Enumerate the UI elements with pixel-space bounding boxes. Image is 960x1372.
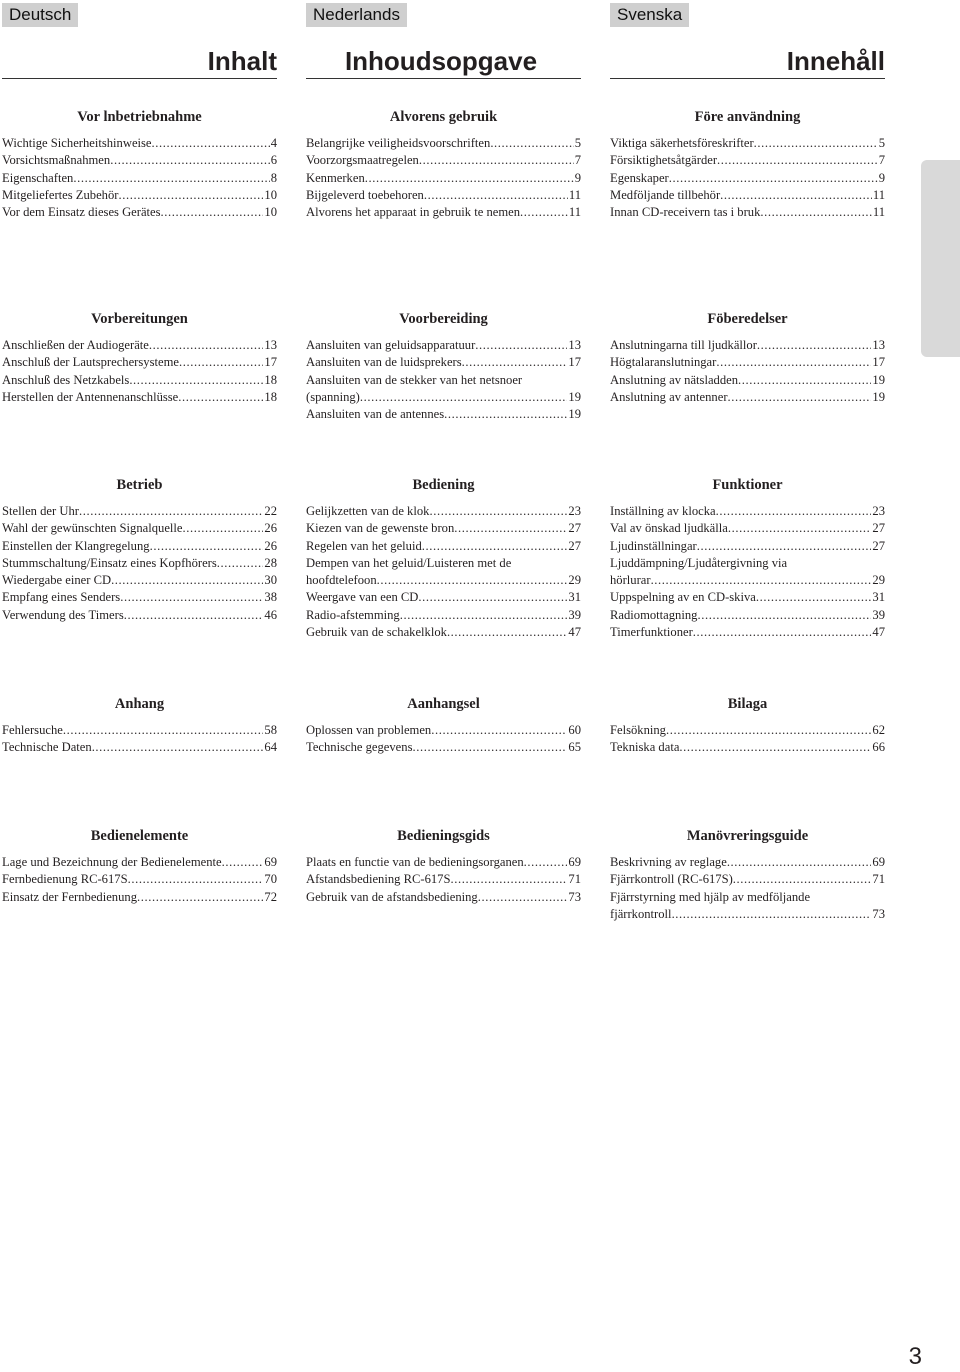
- dot-leader: [183, 520, 264, 537]
- toc-entry-page: 13: [568, 338, 581, 352]
- toc-entry-title: Försiktighetsåtgärder: [610, 153, 718, 168]
- toc-entry-page: 17: [872, 355, 885, 370]
- toc-entry[interactable]: [306, 722, 581, 739]
- toc-entry-page: 11: [872, 187, 885, 202]
- dot-leader: [679, 739, 871, 756]
- toc-entry-title: Gebruik van de afstandsbediening: [306, 889, 478, 904]
- toc-entry[interactable]: [2, 170, 277, 187]
- toc-entry-page: 39: [568, 607, 581, 622]
- toc-entry-page: 5: [878, 136, 885, 150]
- language-tab: Nederlands: [306, 3, 407, 27]
- toc-entry-title: Belangrijke veiligheidsvoorschriften: [306, 136, 491, 150]
- toc-entry-page: 27: [568, 538, 581, 553]
- section-heading: Föberedelser: [707, 311, 788, 327]
- toc-section: [306, 695, 581, 757]
- toc-entry-page: 18: [264, 389, 277, 404]
- toc-entry[interactable]: [306, 503, 581, 520]
- dot-leader: [92, 739, 264, 756]
- toc-entry-page: 10: [264, 205, 277, 220]
- dot-leader: [520, 204, 568, 221]
- dot-leader: [152, 135, 270, 152]
- dot-leader: [669, 170, 878, 187]
- toc-entry[interactable]: [306, 520, 581, 537]
- dot-leader: [672, 906, 872, 923]
- dot-leader: [756, 589, 872, 606]
- toc-section: [610, 476, 885, 641]
- toc-entry-title: Eigenschaften: [2, 170, 74, 185]
- toc-entry-title: Aansluiten van de antennes: [306, 407, 445, 422]
- toc-entry[interactable]: [306, 538, 581, 555]
- dot-leader: [424, 187, 568, 204]
- toc-entry-title: Herstellen der Antennenanschlüsse: [2, 389, 179, 404]
- toc-entry[interactable]: [306, 389, 581, 406]
- toc-entry-page: 27: [872, 538, 885, 553]
- title-rule: [2, 78, 277, 79]
- toc-entry-title: Aansluiten van geluidsapparatuur: [306, 338, 476, 352]
- dot-leader: [422, 538, 568, 555]
- toc-entry[interactable]: [306, 739, 581, 756]
- toc-entry-page: 29: [872, 573, 885, 588]
- dot-leader: [120, 589, 263, 606]
- toc-entry[interactable]: [2, 538, 277, 555]
- toc-section: [610, 827, 885, 923]
- toc-entry[interactable]: [2, 607, 277, 624]
- toc-entry[interactable]: [306, 337, 581, 354]
- toc-entry-title: Fjärrkontroll (RC-617S): [610, 872, 733, 887]
- toc-entry[interactable]: [610, 589, 885, 606]
- dot-leader: [377, 572, 568, 589]
- dot-leader: [728, 520, 872, 537]
- toc-entry-first-line: Aansluiten van de stekker van het netsnoer: [306, 372, 523, 387]
- dot-leader: [128, 871, 264, 888]
- toc-entry[interactable]: [306, 152, 581, 169]
- toc-entry-page: 7: [574, 153, 581, 168]
- toc-entry-title: Medföljande tillbehör: [610, 187, 721, 202]
- toc-entry-title: Afstandsbediening RC-617S: [306, 872, 451, 887]
- dot-leader: [727, 854, 872, 871]
- toc-entry[interactable]: [2, 889, 277, 906]
- toc-section: [610, 310, 885, 406]
- toc-entry-page: 73: [872, 906, 885, 921]
- toc-entry-page: 26: [264, 521, 277, 536]
- toc-entry-title: Radio-afstemming: [306, 607, 400, 622]
- toc-section: [2, 310, 277, 406]
- side-thumb-tab: [921, 160, 960, 357]
- language-tab: Deutsch: [2, 3, 78, 27]
- toc-entry[interactable]: [306, 170, 581, 187]
- toc-entry-title: fjärrkontroll: [610, 906, 672, 921]
- toc-entry-page: 70: [264, 872, 277, 887]
- page-number: 3: [908, 1343, 922, 1370]
- toc-entry-title: Wichtige Sicherheitshinweise: [2, 136, 152, 150]
- toc-entry[interactable]: [2, 739, 277, 756]
- toc-entry-page: 23: [568, 504, 581, 518]
- toc-entry-page: 58: [264, 723, 277, 737]
- toc-entry[interactable]: [2, 187, 277, 204]
- toc-entry-page: 27: [568, 521, 581, 536]
- section-heading: Bedienelemente: [90, 828, 189, 844]
- toc-entry[interactable]: [610, 204, 885, 221]
- section-heading: Betrieb: [116, 477, 163, 493]
- toc-entry-title: Mitgeliefertes Zubehör: [2, 187, 119, 202]
- toc-entry[interactable]: [610, 572, 885, 589]
- toc-section: [306, 108, 581, 221]
- toc-section: [306, 827, 581, 906]
- dot-leader: [79, 503, 263, 520]
- toc-entry-page: 29: [568, 573, 581, 588]
- toc-entry-title: Gelijkzetten van de klok: [306, 504, 430, 518]
- dot-leader: [365, 170, 574, 187]
- toc-entry-page: 26: [264, 538, 277, 553]
- dot-leader: [129, 372, 263, 389]
- toc-entry-page: 46: [264, 607, 277, 622]
- toc-entry-first-line: Fjärrstyrning med hjälp av medföljande: [610, 889, 811, 904]
- toc-entry-page: 62: [872, 723, 885, 737]
- dot-leader: [697, 538, 872, 555]
- dot-leader: [490, 135, 573, 152]
- dot-leader: [728, 389, 872, 406]
- toc-entry-first-line: Ljuddämpning/Ljudåtergivning via: [610, 555, 788, 570]
- dot-leader: [161, 204, 264, 221]
- toc-entry[interactable]: [610, 337, 885, 354]
- section-heading: Bedieningsgids: [397, 828, 490, 844]
- toc-entry-title: hörlurar: [610, 573, 651, 588]
- toc-entry-title: Anslutning av antenner: [610, 389, 728, 404]
- section-heading: Voorbereiding: [399, 311, 488, 327]
- toc-entry-title: Weergave van een CD: [306, 590, 419, 605]
- toc-entry-page: 13: [872, 338, 885, 352]
- toc-entry-page: 4: [270, 136, 277, 150]
- section-heading: Anhang: [114, 696, 165, 712]
- toc-entry-title: Plaats en functie van de bedieningsorganen: [306, 855, 524, 869]
- toc-entry-page: 69: [568, 855, 581, 869]
- toc-entry-title: Radiomottagning: [610, 607, 698, 622]
- dot-leader: [118, 187, 263, 204]
- dot-leader: [444, 406, 567, 423]
- dot-leader: [462, 354, 568, 371]
- toc-entry[interactable]: [2, 152, 277, 169]
- toc-entry-page: 11: [568, 187, 581, 202]
- dot-leader: [412, 739, 567, 756]
- dot-leader: [717, 152, 878, 169]
- toc-entry-title: Technische gegevens: [306, 740, 413, 755]
- toc-entry[interactable]: [610, 152, 885, 169]
- dot-leader: [217, 555, 264, 572]
- language-tab: Svenska: [610, 3, 689, 27]
- dot-leader: [431, 722, 567, 739]
- toc-entry-title: Stummschaltung/Einsatz eines Kopfhörers: [2, 555, 217, 570]
- toc-entry-title: Beskrivning av reglage: [610, 855, 727, 869]
- toc-entry[interactable]: [306, 572, 581, 589]
- dot-leader: [418, 589, 567, 606]
- toc-entry-title: Empfang eines Senders: [2, 590, 121, 605]
- toc-entry[interactable]: [2, 503, 277, 520]
- toc-entry-page: 6: [270, 153, 277, 168]
- dot-leader: [754, 135, 878, 152]
- toc-entry[interactable]: [2, 871, 277, 888]
- toc-entry[interactable]: [306, 406, 581, 423]
- toc-entry-title: (spanning): [306, 389, 360, 404]
- toc-entry-title: Fernbedienung RC-617S: [2, 872, 128, 887]
- dot-leader: [720, 187, 872, 204]
- toc-entry[interactable]: [2, 337, 277, 354]
- toc-entry[interactable]: [610, 722, 885, 739]
- toc-entry[interactable]: [2, 589, 277, 606]
- toc-entry-page: 60: [568, 723, 581, 737]
- toc-entry-title: Anschließen der Audiogeräte: [2, 338, 149, 352]
- toc-entry-page: 71: [872, 872, 885, 887]
- toc-entry-title: Wiedergabe einer CD: [2, 573, 112, 588]
- toc-entry-page: 18: [264, 372, 277, 387]
- toc-entry-title: Anschluß der Lautsprechersysteme: [2, 355, 179, 370]
- toc-entry[interactable]: [306, 607, 581, 624]
- toc-entry[interactable]: [2, 854, 277, 871]
- toc-entry-page: 47: [568, 625, 581, 640]
- toc-entry-page: 19: [568, 389, 581, 404]
- toc-entry[interactable]: [306, 854, 581, 871]
- toc-entry-title: Högtalaranslutningar: [610, 355, 717, 370]
- toc-entry-title: Einsatz der Fernbedienung: [2, 889, 137, 904]
- dot-leader: [757, 337, 871, 354]
- toc-entry[interactable]: [2, 722, 277, 739]
- toc-entry-page: 71: [568, 872, 581, 887]
- toc-entry-page: 66: [872, 740, 885, 755]
- toc-entry[interactable]: [2, 372, 277, 389]
- toc-section: [306, 310, 581, 423]
- toc-section: [610, 695, 885, 757]
- toc-entry-title: Oplossen van problemen: [306, 723, 432, 737]
- toc-entry[interactable]: [610, 624, 885, 641]
- toc-entry[interactable]: [306, 624, 581, 641]
- toc-entry-title: Felsökning: [610, 723, 666, 737]
- toc-entry[interactable]: [2, 204, 277, 221]
- toc-section: [2, 108, 277, 221]
- toc-entry-page: 28: [264, 555, 277, 570]
- toc-entry-title: Einstellen der Klangregelung: [2, 538, 150, 553]
- toc-entry[interactable]: [610, 372, 885, 389]
- toc-entry-page: 31: [568, 590, 581, 605]
- toc-entry-title: Egenskaper: [610, 170, 669, 185]
- toc-entry-page: 17: [568, 355, 581, 370]
- dot-leader: [63, 722, 264, 739]
- toc-entry-title: Voorzorgsmaatregelen: [306, 153, 419, 168]
- title-rule: [610, 78, 885, 79]
- toc-entry-title: Timerfunktioner: [610, 625, 693, 640]
- toc-entry[interactable]: [306, 135, 581, 152]
- section-heading: Alvorens gebruik: [389, 109, 498, 125]
- toc-entry[interactable]: [306, 889, 581, 906]
- toc-entry-page: 73: [568, 889, 581, 904]
- toc-entry-page: 17: [264, 355, 277, 370]
- section-heading: Vorbereitungen: [91, 311, 188, 327]
- toc-entry-page: 38: [264, 590, 277, 605]
- dot-leader: [150, 538, 264, 555]
- dot-leader: [137, 889, 263, 906]
- dot-leader: [110, 152, 270, 169]
- dot-leader: [651, 572, 872, 589]
- dot-leader: [716, 354, 871, 371]
- toc-entry-title: Viktiga säkerhetsföreskrifter: [610, 136, 754, 150]
- toc-entry[interactable]: [610, 906, 885, 923]
- toc-entry-page: 27: [872, 521, 885, 536]
- dot-leader: [738, 372, 871, 389]
- toc-entry-page: 13: [264, 338, 277, 352]
- dot-leader: [179, 354, 263, 371]
- toc-entry[interactable]: [306, 871, 581, 888]
- toc-entry[interactable]: [2, 555, 277, 572]
- toc-entry[interactable]: [306, 354, 581, 371]
- toc-entry-title: Alvorens het apparaat in gebruik te nemen: [306, 205, 521, 220]
- toc-entry-page: 69: [264, 855, 277, 869]
- toc-entry[interactable]: [610, 538, 885, 555]
- toc-entry-page: 30: [264, 573, 277, 588]
- toc-section: [2, 827, 277, 906]
- toc-entry-title: Anschluß des Netzkabels: [2, 372, 130, 387]
- toc-entry-title: Stellen der Uhr: [2, 504, 79, 518]
- toc-entry-page: 5: [574, 136, 581, 150]
- toc-entry-title: Innan CD-receivern tas i bruk: [610, 205, 761, 220]
- dot-leader: [666, 722, 871, 739]
- toc-entry-title: Wahl der gewünschten Signalquelle: [2, 521, 183, 536]
- toc-section: [306, 476, 581, 641]
- toc-entry[interactable]: [610, 170, 885, 187]
- toc-entry-title: Inställning av klocka: [610, 504, 716, 518]
- toc-entry-title: Anslutningarna till ljudkällor: [610, 338, 757, 352]
- toc-entry-title: Kiezen van de gewenste bron: [306, 521, 455, 536]
- section-heading: Bilaga: [727, 696, 768, 712]
- dot-leader: [111, 572, 263, 589]
- toc-entry-page: 39: [872, 607, 885, 622]
- toc-entry[interactable]: [610, 354, 885, 371]
- dot-leader: [400, 607, 568, 624]
- dot-leader: [222, 854, 264, 871]
- toc-entry-title: Fehlersuche: [2, 723, 63, 737]
- toc-entry-page: 31: [872, 590, 885, 605]
- toc-entry[interactable]: [610, 520, 885, 537]
- toc-entry[interactable]: [610, 854, 885, 871]
- toc-entry[interactable]: [306, 204, 581, 221]
- section-heading: Funktioner: [712, 477, 783, 493]
- section-heading: Före användning: [694, 109, 801, 125]
- dot-leader: [178, 389, 263, 406]
- title-rule: [306, 78, 581, 79]
- toc-entry[interactable]: [610, 739, 885, 756]
- toc-entry[interactable]: [2, 354, 277, 371]
- toc-entry-page: 11: [568, 205, 581, 220]
- toc-entry-page: 19: [872, 389, 885, 404]
- toc-entry-title: Ljudinställningar: [610, 538, 697, 553]
- toc-title: Innehåll: [786, 46, 885, 76]
- toc-entry-title: Gebruik van de schakelklok: [306, 625, 447, 640]
- toc-title: Inhalt: [207, 46, 277, 76]
- toc-section: [610, 108, 885, 221]
- toc-entry-page: 22: [264, 504, 277, 518]
- dot-leader: [697, 607, 871, 624]
- dot-leader: [693, 624, 872, 641]
- toc-entry-page: 8: [270, 170, 277, 185]
- toc-entry[interactable]: [610, 607, 885, 624]
- dot-leader: [478, 889, 568, 906]
- dot-leader: [450, 871, 567, 888]
- toc-entry-title: Tekniska data: [610, 740, 680, 755]
- toc-entry-title: Vor dem Einsatz dieses Gerätes: [2, 205, 161, 220]
- dot-leader: [454, 520, 567, 537]
- toc-entry-title: Kenmerken: [306, 170, 365, 185]
- toc-entry-title: hoofdtelefoon: [306, 573, 377, 588]
- toc-entry-page: 9: [878, 170, 885, 185]
- toc-entry[interactable]: [610, 187, 885, 204]
- toc-entry-page: 72: [264, 889, 277, 904]
- dot-leader: [124, 607, 264, 624]
- toc-entry-title: Val av önskad ljudkälla: [610, 521, 728, 536]
- dot-leader: [475, 337, 567, 354]
- toc-entry[interactable]: [610, 135, 885, 152]
- toc-entry-title: Anslutning av nätsladden: [610, 372, 739, 387]
- toc-entry-page: 11: [872, 205, 885, 220]
- section-heading: Aanhangsel: [407, 696, 480, 712]
- toc-entry-page: 9: [574, 170, 581, 185]
- toc-entry-page: 7: [878, 153, 885, 168]
- section-heading: Manövreringsguide: [686, 828, 809, 844]
- toc-entry[interactable]: [2, 572, 277, 589]
- toc-entry-title: Uppspelning av en CD-skiva: [610, 590, 756, 605]
- toc-entry-page: 69: [872, 855, 885, 869]
- toc-entry[interactable]: [2, 520, 277, 537]
- toc-entry-page: 10: [264, 187, 277, 202]
- dot-leader: [733, 871, 872, 888]
- toc-entry[interactable]: [306, 187, 581, 204]
- toc-entry-page: 47: [872, 625, 885, 640]
- toc-entry-title: Aansluiten van de luidsprekers: [306, 355, 462, 370]
- toc-entry-title: Bijgeleverd toebehoren: [306, 187, 424, 202]
- toc-entry-title: Technische Daten: [2, 740, 92, 755]
- toc-section: [2, 695, 277, 757]
- toc-entry-title: Vorsichtsmaßnahmen: [2, 153, 111, 168]
- toc-entry[interactable]: [610, 503, 885, 520]
- toc-entry[interactable]: [610, 871, 885, 888]
- toc-section: [2, 476, 277, 624]
- toc-entry-first-line: Dempen van het geluid/Luisteren met de: [306, 555, 512, 570]
- dot-leader: [524, 854, 568, 871]
- toc-entry-page: 65: [568, 740, 581, 755]
- toc-entry-title: Verwendung des Timers: [2, 607, 124, 622]
- section-heading: Vor lnbetriebnahme: [77, 109, 202, 125]
- dot-leader: [360, 389, 568, 406]
- toc-entry-page: 19: [568, 407, 581, 422]
- section-heading: Bediening: [412, 477, 475, 493]
- toc-entry[interactable]: [610, 389, 885, 406]
- dot-leader: [149, 337, 264, 354]
- dot-leader: [716, 503, 872, 520]
- dot-leader: [73, 170, 269, 187]
- toc-entry[interactable]: [306, 589, 581, 606]
- toc-entry-title: Lage und Bezeichnung der Bedienelemente: [2, 855, 222, 869]
- toc-entry-page: 23: [872, 504, 885, 518]
- toc-entry-page: 64: [264, 740, 277, 755]
- toc-title: Inhoudsopgave: [344, 46, 538, 76]
- toc-entry-page: 19: [872, 372, 885, 387]
- dot-leader: [429, 503, 567, 520]
- toc-entry[interactable]: [2, 389, 277, 406]
- dot-leader: [419, 152, 574, 169]
- dot-leader: [760, 204, 871, 221]
- dot-leader: [447, 624, 567, 641]
- toc-entry[interactable]: [2, 135, 277, 152]
- toc-entry-title: Regelen van het geluid: [306, 538, 422, 553]
